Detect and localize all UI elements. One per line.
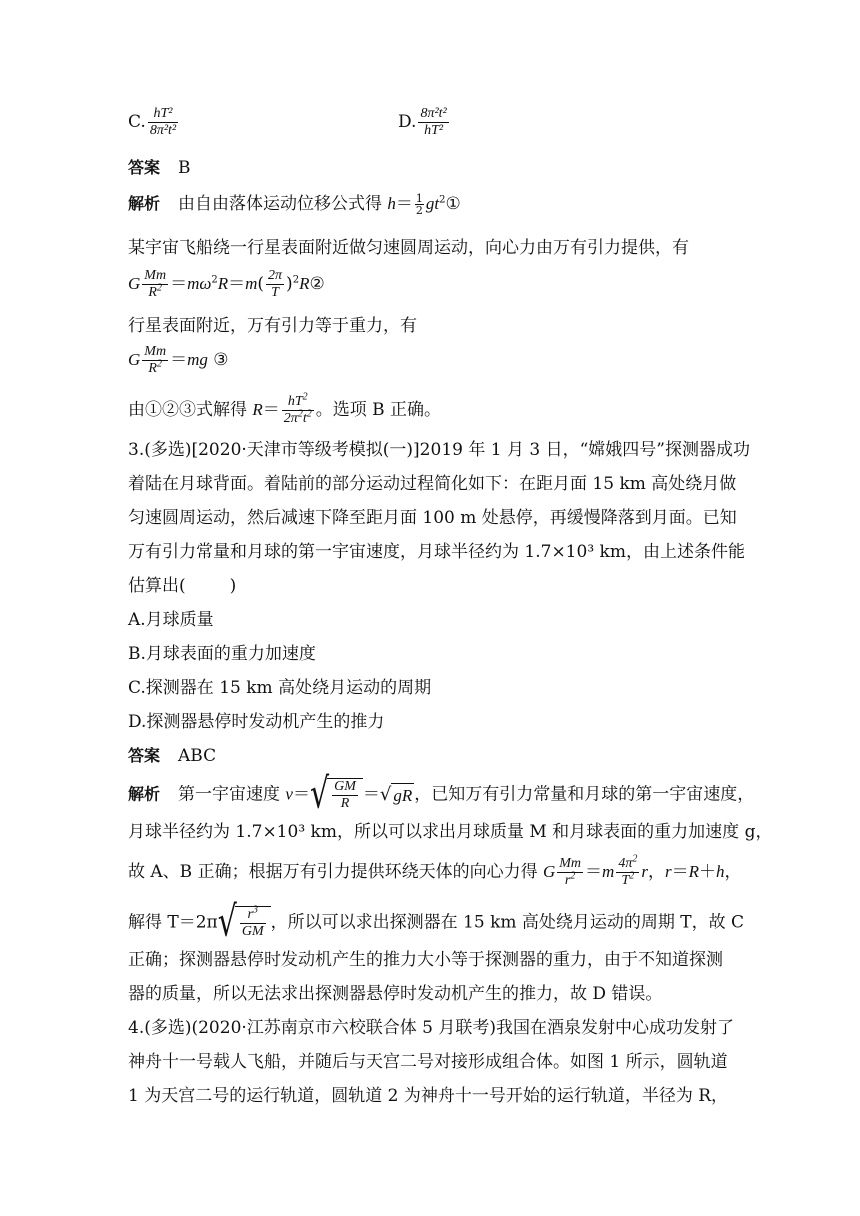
option-d-fraction: [418, 106, 448, 139]
q3-analysis-line6: 器的质量，所以无法求出探测器悬停时发动机产生的推力，故 D 错误。: [128, 984, 663, 1004]
formula-line-3: G $\frac{Mm}{R^2}$ ＝mg ③: [128, 344, 229, 376]
q3-stem-line5: [128, 574, 236, 598]
q2-analysis-line4: 行星表面附近，万有引力等于重力，有: [128, 316, 417, 336]
answer-value: ABC: [178, 746, 217, 766]
answer-label: 答案: [128, 746, 161, 765]
fraction-half: $\frac{1}{2}$: [415, 192, 423, 217]
q4-stem-line2: 神舟十一号载人飞船，并随后与天宫二号对接形成组合体。如图 1 所示，圆轨道: [128, 1052, 728, 1072]
q3-a4-prefix: 解得 T＝2π: [128, 912, 218, 933]
option-c-letter: C.: [128, 112, 146, 132]
q3-analysis-line2: 月球半径约为 1.7×10³ km，所以可以求出月球质量 M 和月球表面的重力加速度 g，: [128, 822, 773, 842]
answer-value: B: [178, 158, 191, 178]
answer-label: 答案: [128, 158, 161, 177]
q3-answer: [128, 744, 216, 768]
q3-analysis-line3: 故 A、B 正确；根据万有引力提供环绕天体的向心力得 G $\frac{Mm}{r^2}$ ＝m $\frac{4\pi^2}{T^2}$ r，r＝R＋h，: [128, 853, 742, 888]
sqrt-gR: √ gR: [380, 783, 414, 808]
q3-a1-suffix: 已知万有引力常量和月球的第一宇宙速度，: [431, 784, 755, 805]
q2-analysis-line2: 某宇宙飞船绕一行星表面附近做匀速圆周运动，向心力由万有引力提供，有: [128, 238, 689, 258]
q3-stem-last: 估算出(: [128, 576, 186, 596]
fraction-R-result: $\frac{hT^2}{2\pi^2t^2}$: [283, 391, 312, 426]
analysis-label: 解析: [128, 784, 161, 804]
fraction-Mm-R2-b: $\frac{Mm}{R^2}$: [144, 344, 167, 376]
q3-a4-suffix: ，所以可以求出探测器在 15 km 高处绕月运动的周期 T，故 C: [270, 912, 745, 933]
q3-a1-text: 第一宇宙速度: [178, 784, 281, 805]
formula-line-2: G $\frac{Mm}{R^2}$ $=m\omega^2R=m$( $\frac{2\pi}{T}$ )$^2$R②: [128, 268, 325, 300]
option-c: [128, 106, 180, 139]
q2-line1-text: 由自由落体运动位移公式得: [178, 194, 383, 214]
option-d-denominator: hT²: [424, 123, 444, 138]
q2-answer: [128, 156, 191, 180]
q3-a3-prefix: 故 A、B 正确；根据万有引力提供环绕天体的向心力得: [128, 862, 538, 882]
q3-option-c: C.探测器在 15 km 高处绕月运动的周期: [128, 678, 432, 698]
option-c-numerator: hT²: [148, 106, 178, 123]
q4-stem-line3: 1 为天宫二号的运行轨道，圆轨道 2 为神舟十一号开始的运行轨道，半径为 R，: [128, 1086, 729, 1106]
q3-option-d: D.探测器悬停时发动机产生的推力: [128, 712, 385, 732]
q3-analysis-line1: 解析 第一宇宙速度 v＝√ $\frac{GM}{R}$ ＝√ gR ，已知万有引力常量和月球的第一宇宙速度，: [128, 769, 755, 819]
option-c-denominator: 8π²t²: [149, 123, 177, 138]
q3-analysis-line5: 正确；探测器悬停时发动机产生的推力大小等于探测器的重力，由于不知道探测: [128, 950, 723, 970]
analysis-label: 解析: [128, 194, 161, 213]
q2-result-prefix: 由①②③式解得: [128, 400, 247, 420]
q3-option-b: B.月球表面的重力加速度: [128, 644, 316, 664]
q2-result-line: 由①②③式解得 R＝ $\frac{hT^2}{2\pi^2t^2}$ 。选项 B 正确。: [128, 391, 442, 426]
q3-stem-line4: 万有引力常量和月球的第一宇宙速度，月球半径约为 1.7×10³ km，由上述条件能: [128, 542, 745, 562]
q3-stem-line2: 着陆在月球背面。着陆前的部分运动过程简化如下：在距月面 15 km 高处绕月做: [128, 474, 737, 494]
fraction-2pi-T: $\frac{2\pi}{T}$: [268, 268, 283, 300]
option-d: [398, 106, 451, 139]
option-c-fraction: [148, 106, 178, 139]
q3-stem-line3: 匀速圆周运动，然后减速下降至距月面 100 m 处悬停，再缓慢降落到月面。已知: [128, 508, 737, 528]
formula-h: h: [387, 194, 396, 213]
fraction-Mm-R2: $\frac{Mm}{R^2}$: [144, 268, 167, 300]
q2-analysis-line1: 解析 由自由落体运动位移公式得 h＝ $\frac{1}{2}$ $gt^2①$: [128, 192, 461, 217]
q4-stem-line1: 4.(多选)(2020·江苏南京市六校联合体 5 月联考)我国在酒泉发射中心成功发射了: [128, 1018, 735, 1038]
q3-stem-line1: 3.(多选)[2020·天津市等级考模拟(一)]2019 年 1 月 3 日，“嫦娥四号”探测器成功: [128, 440, 750, 460]
sqrt-r3-GM: √ $\frac{r^3}{GM}$: [218, 906, 271, 940]
sqrt-GM-R: √ $\frac{GM}{R}$: [310, 778, 363, 812]
fraction-Mm-r2: $\frac{Mm}{r^2}$: [559, 856, 582, 888]
q2-result-suffix: 。选项 B 正确。: [315, 400, 442, 420]
q3-analysis-line4: [128, 897, 745, 947]
fraction-4pi2-T2: $\frac{4\pi^2}{T^2}$: [618, 853, 638, 888]
option-d-numerator: 8π²t²: [420, 106, 447, 121]
q3-stem-close: ): [229, 576, 237, 596]
option-d-letter: D.: [398, 112, 417, 132]
q3-option-a: A.月球质量: [128, 610, 214, 630]
